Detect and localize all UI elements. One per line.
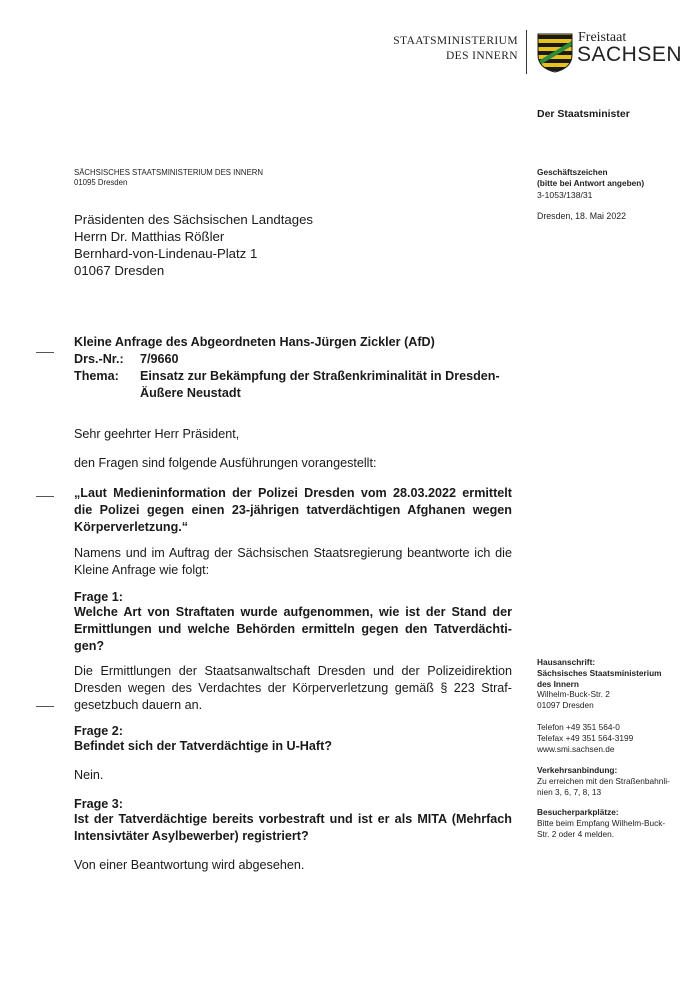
fax-number: Telefax +49 351 564-3199 [537,732,634,743]
transport-label: Verkehrsanbindung: [537,765,618,775]
saxony-crest-icon [537,33,573,73]
logo-divider [526,30,527,74]
fold-mark [36,352,54,353]
transport-line2: nien 3, 6, 7, 8, 13 [537,786,602,797]
question1-text: Welche Art von Straftaten wurde aufgenommen, wie ist der Stand der Ermittlungen und welche Behörden ermitteln gegen den Tatverdächti-gen? [74,605,512,653]
answer-intro: Namens und im Auftrag der Sächsischen Staatsregierung beantworte ich die Kleine Anfrage wie folgt: [74,546,512,577]
address-label: Hausanschrift: [537,657,596,667]
thema-line2: Äußere Neustadt [140,386,241,400]
recipient-line1: Präsidenten des Sächsischen Landtages [74,212,314,227]
subject-block [74,334,524,400]
punch-mark [36,706,54,707]
sidebar-parking [537,807,687,839]
ministry-name-line1: STAATSMINISTERIUM [393,35,518,47]
sidebar-transport [537,765,687,797]
ministry-name [393,34,518,64]
question1-label: Frage 1: [74,590,123,604]
sidebar-contact [537,722,687,754]
fold-mark [36,496,54,497]
parking-line2: Str. 2 oder 4 melden. [537,828,615,839]
minister-title: Der Staatsminister [537,108,630,120]
salutation: Sehr geehrter Herr Präsident, [74,427,240,441]
parking-line1: Bitte beim Empfang Wilhelm-Buck- [537,817,666,828]
transport-line1: Zu erreichen mit den Straßenbahnli- [537,775,670,786]
phone-number: Telefon +49 351 564-0 [537,722,620,732]
address-org1: Sächsisches Staatsministerium [537,667,662,678]
sender-return-address [74,168,263,188]
reference-block [537,167,644,189]
answer1-text: Die Ermittlungen der Staatsanwaltschaft Dresden und der Polizeidirektion Dresden wegen des Verdachtes der Körperverletzung gemäß § 223 Straf-gesetzbuch dauern an. [74,664,512,712]
website-link: www.smi.sachsen.de [537,743,615,754]
address-org2: des Innern [537,678,579,689]
sidebar-address [537,657,687,711]
address-street: Wilhelm-Buck-Str. 2 [537,689,610,700]
sender-line1: SÄCHSISCHES STAATSMINISTERIUM DES INNERN [74,168,264,177]
recipient-line2: Herrn Dr. Matthias Rößler [74,229,225,244]
subject-title: Kleine Anfrage des Abgeordneten Hans-Jürgen Zickler (AfD) [74,335,435,349]
thema-line1: Einsatz zur Bekämpfung der Straßenkriminalität in Dresden- [140,369,500,383]
letter-date: Dresden, 18. Mai 2022 [537,211,626,221]
recipient-address [74,211,313,279]
recipient-line3: Bernhard-von-Lindenau-Platz 1 [74,246,258,261]
question2-text: Befindet sich der Tatverdächtige in U-Haft? [74,739,332,753]
ministry-name-line2: DES INNERN [445,50,518,62]
logo-freistaat: Freistaat [578,30,627,45]
logo-sachsen: SACHSEN [577,43,683,66]
quote-text: „Laut Medieninformation der Polizei Dresden vom 28.03.2022 ermittelt die Polizei gegen einen 23-jährigen tatverdächtigen Afghanen wegen Körperverletzung.“ [74,486,512,534]
question3-label: Frage 3: [74,797,123,811]
answer2-text: Nein. [74,768,104,782]
address-city: 01097 Dresden [537,700,594,711]
drs-value: 7/9660 [140,352,179,366]
intro-text: den Fragen sind folgende Ausführungen vorangestellt: [74,456,377,470]
parking-label: Besucherparkplätze: [537,807,619,817]
question3-text: Ist der Tatverdächtige bereits vorbestraft und ist er als MITA (Mehrfach Intensivtäter Asylbewerber) registriert? [74,812,512,843]
drs-label: Drs.-Nr.: [74,352,124,366]
sender-line2: 01095 Dresden [74,178,128,187]
thema-label: Thema: [74,369,119,383]
reference-value: 3-1053/138/31 [537,190,593,200]
answer3-text: Von einer Beantwortung wird abgesehen. [74,858,305,872]
question2-label: Frage 2: [74,724,123,738]
reference-label: Geschäftszeichen [537,167,608,177]
recipient-line4: 01067 Dresden [74,263,165,278]
reference-hint: (bitte bei Antwort angeben) [537,178,645,188]
